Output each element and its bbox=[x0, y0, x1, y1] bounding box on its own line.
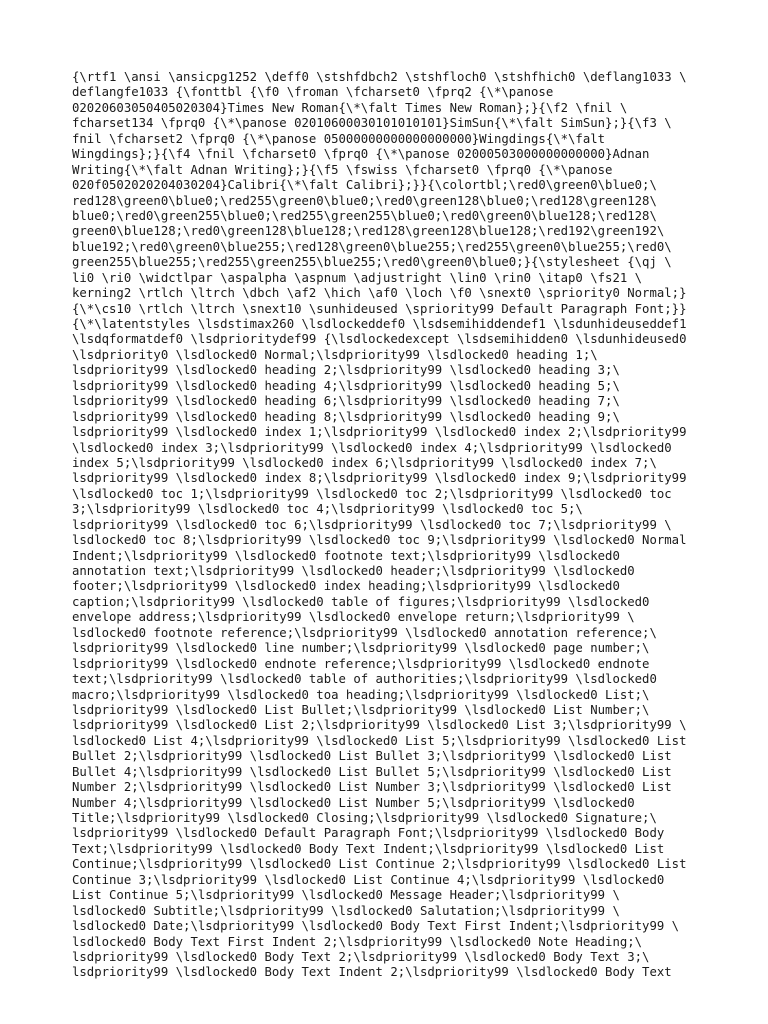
text-line: lsdpriority99 \lsdlocked0 heading 6;\lsdpriority99 \lsdlocked0 heading 7;\ bbox=[72, 394, 620, 409]
text-line: lsdpriority99 \lsdlocked0 heading 4;\lsdpriority99 \lsdlocked0 heading 5;\ bbox=[72, 378, 620, 393]
text-line: macro;\lsdpriority99 \lsdlocked0 toa heading;\lsdpriority99 \lsdlocked0 List;\ bbox=[72, 687, 650, 702]
text-line: annotation text;\lsdpriority99 \lsdlocked0 header;\lsdpriority99 \lsdlocked0 bbox=[72, 564, 635, 578]
text-line: 02020603050405020304}Times New Roman{\*\falt Times New Roman};}{\f2 \fnil \ bbox=[72, 100, 628, 115]
text-line: Bullet 4;\lsdpriority99 \lsdlocked0 List Bullet 5;\lsdpriority99 \lsdlocked0 List bbox=[72, 764, 672, 779]
text-line: green0\blue128;\red0\green128\blue128;\red128\green128\blue128;\red192\green192\ bbox=[72, 224, 665, 239]
text-line: {\*\latentstyles \lsdstimax260 \lsdlockeddef0 \lsdsemihiddendef1 \lsdunhideuseddef1 bbox=[72, 317, 687, 331]
text-line: deflangfe1033 {\fonttbl {\f0 \froman \fcharset0 \fprq2 {\*\panose bbox=[72, 85, 554, 100]
text-line: lsdpriority99 \lsdlocked0 toc 6;\lsdpriority99 \lsdlocked0 toc 7;\lsdpriority99 \ bbox=[72, 517, 672, 532]
text-line: Wingdings};}{\f4 \fnil \fcharset0 \fprq0 {\*\panose 02000503000000000000}Adnan bbox=[72, 147, 650, 162]
text-line: lsdpriority99 \lsdlocked0 heading 2;\lsdpriority99 \lsdlocked0 heading 3;\ bbox=[72, 363, 620, 378]
text-line: Continue;\lsdpriority99 \lsdlocked0 List Continue 2;\lsdpriority99 \lsdlocked0 List bbox=[72, 857, 687, 872]
text-line: Writing{\*\falt Adnan Writing};}{\f5 \fswiss \fcharset0 \fprq0 {\*\panose bbox=[72, 162, 613, 177]
text-line: lsdpriority99 \lsdlocked0 Body Text 2;\lsdpriority99 \lsdlocked0 Body Text 3;\ bbox=[72, 949, 650, 964]
text-line: lsdpriority99 \lsdlocked0 List Bullet;\lsdpriority99 \lsdlocked0 List Number;\ bbox=[72, 702, 650, 717]
text-line: Bullet 2;\lsdpriority99 \lsdlocked0 List Bullet 3;\lsdpriority99 \lsdlocked0 List bbox=[72, 749, 672, 764]
text-line: blue0;\red0\green255\blue0;\red255\green255\blue0;\red0\green0\blue128;\red128\ bbox=[72, 208, 657, 223]
text-line: lsdlocked0 Date;\lsdpriority99 \lsdlocked0 Body Text First Indent;\lsdpriority99 \ bbox=[72, 919, 680, 934]
text-line: Text;\lsdpriority99 \lsdlocked0 Body Text Indent;\lsdpriority99 \lsdlocked0 List bbox=[72, 841, 665, 856]
text-line: fcharset134 \fprq0 {\*\panose 02010600030101010101}SimSun{\*\falt SimSun};}{\f3 \ bbox=[72, 116, 672, 131]
text-line: lsdlocked0 toc 8;\lsdpriority99 \lsdlocked0 toc 9;\lsdpriority99 \lsdlocked0 Normal bbox=[72, 533, 687, 548]
text-line: \lsdqformatdef0 \lsdprioritydef99 {\lsdlockedexcept \lsdsemihidden0 \lsdunhideused0 bbox=[72, 332, 687, 347]
text-line: \lsdlocked0 index 3;\lsdpriority99 \lsdlocked0 index 4;\lsdpriority99 \lsdlocked0 bbox=[72, 440, 672, 455]
text-line: 3;\lsdpriority99 \lsdlocked0 toc 4;\lsdpriority99 \lsdlocked0 toc 5;\ bbox=[72, 502, 583, 517]
text-line: index 5;\lsdpriority99 \lsdlocked0 index 6;\lsdpriority99 \lsdlocked0 index 7;\ bbox=[72, 455, 657, 470]
text-line: \lsdpriority0 \lsdlocked0 Normal;\lsdpriority99 \lsdlocked0 heading 1;\ bbox=[72, 347, 598, 362]
text-line: \lsdlocked0 toc 1;\lsdpriority99 \lsdlocked0 toc 2;\lsdpriority99 \lsdlocked0 toc bbox=[72, 486, 672, 501]
text-line: lsdpriority99 \lsdlocked0 line number;\lsdpriority99 \lsdlocked0 page number;\ bbox=[72, 641, 650, 656]
text-line: envelope address;\lsdpriority99 \lsdlocked0 envelope return;\lsdpriority99 \ bbox=[72, 610, 635, 625]
text-line: {\*\cs10 \rtlch \ltrch \snext10 \sunhideused \spriority99 Default Paragraph Font;}} bbox=[72, 301, 687, 316]
text-line: blue192;\red0\green0\blue255;\red128\green0\blue255;\red255\green0\blue255;\red0\ bbox=[72, 239, 672, 254]
text-line: green255\blue255;\red255\green255\blue255;\red0\green0\blue0;}{\stylesheet {\qj \ bbox=[72, 255, 672, 270]
rtf-source-text bbox=[72, 70, 702, 981]
text-line: li0 \ri0 \widctlpar \aspalpha \aspnum \adjustright \lin0 \rin0 \itap0 \fs21 \ bbox=[72, 270, 643, 285]
text-line: lsdpriority99 \lsdlocked0 Body Text Indent 2;\lsdpriority99 \lsdlocked0 Body Text bbox=[72, 965, 672, 980]
text-line: lsdpriority99 \lsdlocked0 Default Paragraph Font;\lsdpriority99 \lsdlocked0 Body bbox=[72, 826, 665, 841]
text-line: lsdlocked0 footnote reference;\lsdpriority99 \lsdlocked0 annotation reference;\ bbox=[72, 625, 657, 640]
text-line: List Continue 5;\lsdpriority99 \lsdlocked0 Message Header;\lsdpriority99 \ bbox=[72, 888, 620, 903]
text-line: lsdlocked0 Subtitle;\lsdpriority99 \lsdlocked0 Salutation;\lsdpriority99 \ bbox=[72, 903, 620, 918]
text-line: lsdpriority99 \lsdlocked0 endnote reference;\lsdpriority99 \lsdlocked0 endnote bbox=[72, 656, 650, 671]
text-line: lsdpriority99 \lsdlocked0 index 1;\lsdpriority99 \lsdlocked0 index 2;\lsdpriority99 bbox=[72, 425, 687, 440]
text-line: Indent;\lsdpriority99 \lsdlocked0 footnote text;\lsdpriority99 \lsdlocked0 bbox=[72, 548, 620, 563]
text-line: fnil \fcharset2 \fprq0 {\*\panose 05000000000000000000}Wingdings{\*\falt bbox=[72, 131, 606, 146]
text-line: text;\lsdpriority99 \lsdlocked0 table of authorities;\lsdpriority99 \lsdlocked0 bbox=[72, 672, 657, 687]
text-line: lsdlocked0 Body Text First Indent 2;\lsdpriority99 \lsdlocked0 Note Heading;\ bbox=[72, 934, 643, 949]
text-line: Number 2;\lsdpriority99 \lsdlocked0 List Number 3;\lsdpriority99 \lsdlocked0 List bbox=[72, 780, 672, 795]
text-line: lsdpriority99 \lsdlocked0 heading 8;\lsdpriority99 \lsdlocked0 heading 9;\ bbox=[72, 409, 620, 424]
text-line: lsdpriority99 \lsdlocked0 index 8;\lsdpriority99 \lsdlocked0 index 9;\lsdpriority99 bbox=[72, 471, 687, 486]
text-line: lsdpriority99 \lsdlocked0 List 2;\lsdpriority99 \lsdlocked0 List 3;\lsdpriority99 \ bbox=[72, 718, 687, 733]
text-line: 020f0502020204030204}Calibri{\*\falt Calibri};}}{\colortbl;\red0\green0\blue0;\ bbox=[72, 178, 657, 193]
text-line: kerning2 \rtlch \ltrch \dbch \af2 \hich \af0 \loch \f0 \snext0 \spriority0 Normal;} bbox=[72, 286, 687, 301]
text-line: lsdlocked0 List 4;\lsdpriority99 \lsdlocked0 List 5;\lsdpriority99 \lsdlocked0 List bbox=[72, 733, 687, 748]
text-line: {\rtf1 \ansi \ansicpg1252 \deff0 \stshfdbch2 \stshfloch0 \stshfhich0 \deflang1033 \ bbox=[72, 70, 687, 84]
text-line: caption;\lsdpriority99 \lsdlocked0 table of figures;\lsdpriority99 \lsdlocked0 bbox=[72, 594, 650, 609]
text-line: Continue 3;\lsdpriority99 \lsdlocked0 List Continue 4;\lsdpriority99 \lsdlocked0 bbox=[72, 872, 665, 887]
text-line: Title;\lsdpriority99 \lsdlocked0 Closing;\lsdpriority99 \lsdlocked0 Signature;\ bbox=[72, 811, 657, 825]
text-line: footer;\lsdpriority99 \lsdlocked0 index heading;\lsdpriority99 \lsdlocked0 bbox=[72, 579, 620, 594]
text-line: Number 4;\lsdpriority99 \lsdlocked0 List Number 5;\lsdpriority99 \lsdlocked0 bbox=[72, 795, 635, 810]
text-line: red128\green0\blue0;\red255\green0\blue0;\red0\green128\blue0;\red128\green128\ bbox=[72, 193, 657, 208]
